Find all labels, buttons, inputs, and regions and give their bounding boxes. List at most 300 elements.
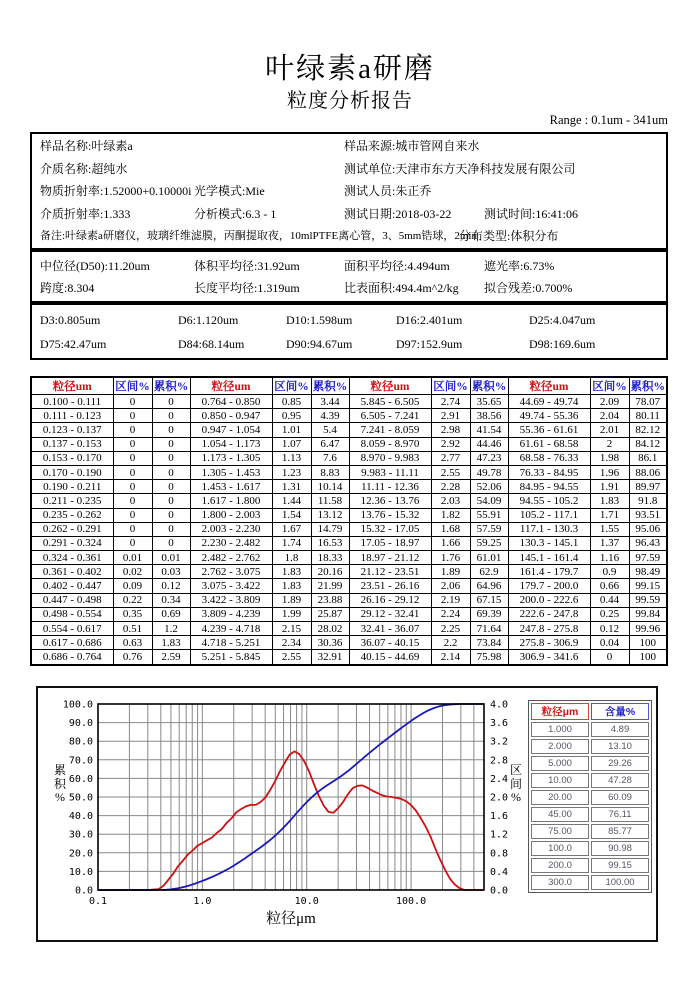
- bin-cumulative: 88.06: [629, 465, 667, 479]
- right-tick-label: 0.0: [490, 885, 509, 897]
- bin-range: 0.100 - 0.111: [31, 395, 113, 409]
- bin-cumulative: 16.53: [311, 536, 349, 550]
- bin-range: 0.190 - 0.211: [31, 480, 113, 494]
- side-table-cell: 99.15: [591, 858, 649, 873]
- bin-cumulative: 0: [152, 437, 190, 451]
- bin-range: 2.003 - 2.230: [190, 522, 272, 536]
- bin-cumulative: 59.25: [470, 536, 508, 550]
- bin-interval: 0.01: [113, 551, 152, 565]
- col-header-interval: 区间%: [590, 377, 629, 395]
- bin-interval: 0.04: [590, 636, 629, 650]
- bin-cumulative: 38.56: [470, 409, 508, 423]
- right-tick-label: 2.0: [490, 792, 509, 804]
- bin-range: 3.809 - 4.239: [190, 607, 272, 621]
- x-tick-label: 0.1: [88, 896, 108, 907]
- dist-table-row: [31, 607, 667, 621]
- bin-interval: 1.83: [272, 565, 311, 579]
- bin-range: 8.970 - 9.983: [349, 451, 431, 465]
- bin-range: 2.482 - 2.762: [190, 551, 272, 565]
- side-table-cell: 76.11: [591, 807, 649, 822]
- dist-table-row: [31, 508, 667, 522]
- bin-range: 94.55 - 105.2: [508, 494, 590, 508]
- bin-interval: 1.67: [272, 522, 311, 536]
- bin-cumulative: 0: [152, 480, 190, 494]
- dist-table-row: [31, 409, 667, 423]
- bin-range: 0.111 - 0.123: [31, 409, 113, 423]
- bin-cumulative: 89.97: [629, 480, 667, 494]
- bin-range: 145.1 - 161.4: [508, 551, 590, 565]
- left-tick-label: 80.0: [68, 736, 93, 748]
- info-box-field: 物质折射率:1.52000+0.10000i: [40, 184, 192, 198]
- bin-interval: 0.76: [113, 650, 152, 665]
- bin-cumulative: 0: [152, 494, 190, 508]
- dist-table-row: [31, 423, 667, 437]
- bin-cumulative: 0: [152, 508, 190, 522]
- bin-interval: 0.85: [272, 395, 311, 409]
- bin-range: 306.9 - 341.6: [508, 650, 590, 665]
- info-box-field: 测试人员:朱正乔: [344, 184, 432, 198]
- left-axis-label: 累 积 %: [53, 763, 66, 804]
- info-box-field: 备注:叶绿素a研磨仪，玻璃纤维滤膜，丙酮提取夜，10mlPTFE离心管，3、5mm锆球，2min: [40, 230, 477, 242]
- dist-table-row: [31, 522, 667, 536]
- side-table-row: [531, 756, 649, 771]
- bin-range: 4.718 - 5.251: [190, 636, 272, 650]
- side-table-cell: 75.00: [531, 824, 589, 839]
- bin-range: 29.12 - 32.41: [349, 607, 431, 621]
- summary-box-field: 拟合残差:0.700%: [484, 281, 573, 295]
- bin-range: 8.059 - 8.970: [349, 437, 431, 451]
- summary-box-field: 比表面积:494.4m^2/kg: [344, 281, 459, 295]
- bin-range: 26.16 - 29.12: [349, 593, 431, 607]
- x-tick-label: 10.0: [294, 896, 319, 907]
- bin-cumulative: 4.39: [311, 409, 349, 423]
- bin-interval: 0.51: [113, 622, 152, 636]
- side-table-row: [531, 875, 649, 890]
- bin-cumulative: 30.36: [311, 636, 349, 650]
- left-tick-label: 30.0: [68, 829, 93, 841]
- bin-range: 17.05 - 18.97: [349, 536, 431, 550]
- right-tick-label: 3.2: [490, 736, 509, 748]
- bin-cumulative: 99.59: [629, 593, 667, 607]
- bin-interval: 0.12: [590, 622, 629, 636]
- bin-cumulative: 54.09: [470, 494, 508, 508]
- bin-cumulative: 10.14: [311, 480, 349, 494]
- bin-interval: 2.98: [431, 423, 470, 437]
- bin-interval: 1.01: [272, 423, 311, 437]
- bin-cumulative: 0.34: [152, 593, 190, 607]
- bin-range: 0.123 - 0.137: [31, 423, 113, 437]
- bin-interval: 1.07: [272, 437, 311, 451]
- x-tick-label: 100.0: [396, 896, 427, 907]
- left-tick-label: 70.0: [68, 755, 93, 767]
- dist-table-row: [31, 536, 667, 550]
- col-header-size: 粒径um: [190, 377, 272, 395]
- bin-range: 4.239 - 4.718: [190, 622, 272, 636]
- dist-table-row: [31, 650, 667, 665]
- bin-interval: 0: [113, 423, 152, 437]
- bin-range: 0.235 - 0.262: [31, 508, 113, 522]
- bin-cumulative: 93.51: [629, 508, 667, 522]
- bin-range: 0.291 - 0.324: [31, 536, 113, 550]
- side-table-row: [531, 858, 649, 873]
- dist-table-row: [31, 465, 667, 479]
- side-header-content: 含量%: [591, 703, 649, 720]
- bin-cumulative: 25.87: [311, 607, 349, 621]
- dist-table-row: [31, 622, 667, 636]
- bin-range: 40.15 - 44.69: [349, 650, 431, 665]
- side-table-cell: 2.000: [531, 739, 589, 754]
- bin-cumulative: 18.33: [311, 551, 349, 565]
- side-header-size: 粒径μm: [531, 703, 589, 720]
- bin-range: 0.447 - 0.498: [31, 593, 113, 607]
- bin-cumulative: 100: [629, 636, 667, 650]
- right-tick-label: 0.8: [490, 848, 509, 860]
- bin-range: 1.173 - 1.305: [190, 451, 272, 465]
- bin-range: 3.075 - 3.422: [190, 579, 272, 593]
- dist-table-row: [31, 395, 667, 409]
- side-table-cell: 60.09: [591, 790, 649, 805]
- bin-cumulative: 1.2: [152, 622, 190, 636]
- distribution-table: [30, 376, 668, 666]
- bin-range: 68.58 - 76.33: [508, 451, 590, 465]
- bin-interval: 1.74: [272, 536, 311, 550]
- bin-interval: 0.22: [113, 593, 152, 607]
- bin-cumulative: 64.96: [470, 579, 508, 593]
- bin-range: 23.51 - 26.16: [349, 579, 431, 593]
- bin-cumulative: 99.84: [629, 607, 667, 621]
- col-header-cumulative: 累积%: [629, 377, 667, 395]
- bin-cumulative: 0: [152, 465, 190, 479]
- summary-box-field: 体积平均径:31.92um: [194, 259, 300, 273]
- dist-table-row: [31, 565, 667, 579]
- side-table-row: [531, 790, 649, 805]
- bin-cumulative: 91.8: [629, 494, 667, 508]
- bin-range: 0.361 - 0.402: [31, 565, 113, 579]
- d-box-field: D84:68.14um: [178, 337, 245, 351]
- side-table-cell: 100.00: [591, 875, 649, 890]
- summary-stats-box: [30, 250, 668, 303]
- info-box-field: 分析模式:6.3 - 1: [194, 206, 277, 221]
- summary-box-field: 跨度:8.304: [40, 281, 95, 295]
- side-table-cell: 47.28: [591, 773, 649, 788]
- bin-cumulative: 21.99: [311, 579, 349, 593]
- bin-cumulative: 0: [152, 423, 190, 437]
- bin-cumulative: 6.47: [311, 437, 349, 451]
- bin-interval: 1.13: [272, 451, 311, 465]
- left-tick-label: 60.0: [68, 773, 93, 785]
- bin-interval: 2.25: [431, 622, 470, 636]
- content-summary-table: [528, 700, 652, 893]
- bin-interval: 2.14: [431, 650, 470, 665]
- bin-interval: 1.23: [272, 465, 311, 479]
- bin-cumulative: 78.07: [629, 395, 667, 409]
- bin-interval: 1.54: [272, 508, 311, 522]
- left-tick-label: 50.0: [68, 792, 93, 804]
- left-tick-label: 100.0: [62, 699, 93, 711]
- bin-range: 2.230 - 2.482: [190, 536, 272, 550]
- bin-interval: 2.55: [431, 465, 470, 479]
- bin-range: 0.262 - 0.291: [31, 522, 113, 536]
- left-tick-label: 0.0: [74, 885, 93, 897]
- info-box-field: 测试单位:天津市东方天净科技发展有限公司: [344, 161, 576, 176]
- side-table-row: [531, 824, 649, 839]
- left-tick-label: 20.0: [68, 848, 93, 860]
- bin-range: 5.845 - 6.505: [349, 395, 431, 409]
- bin-range: 0.137 - 0.153: [31, 437, 113, 451]
- bin-range: 0.554 - 0.617: [31, 622, 113, 636]
- side-table-cell: 29.26: [591, 756, 649, 771]
- col-header-cumulative: 累积%: [311, 377, 349, 395]
- bin-cumulative: 82.12: [629, 423, 667, 437]
- bin-cumulative: 61.01: [470, 551, 508, 565]
- bin-cumulative: 71.64: [470, 622, 508, 636]
- bin-interval: 0: [113, 480, 152, 494]
- bin-interval: 1.91: [590, 480, 629, 494]
- bin-interval: 2.28: [431, 480, 470, 494]
- bin-range: 61.61 - 68.58: [508, 437, 590, 451]
- side-table-row: [531, 773, 649, 788]
- bin-range: 44.69 - 49.74: [508, 395, 590, 409]
- bin-cumulative: 44.46: [470, 437, 508, 451]
- col-header-interval: 区间%: [431, 377, 470, 395]
- bin-interval: 0: [113, 536, 152, 550]
- d-box-field: D3:0.805um: [40, 313, 101, 327]
- bin-cumulative: 35.65: [470, 395, 508, 409]
- range-label: Range : 0.1um - 341um: [549, 113, 668, 127]
- right-tick-label: 4.0: [490, 699, 509, 711]
- left-tick-label: 10.0: [68, 866, 93, 878]
- bin-range: 0.947 - 1.054: [190, 423, 272, 437]
- right-tick-label: 3.6: [490, 718, 509, 730]
- bin-range: 76.33 - 84.95: [508, 465, 590, 479]
- bin-range: 2.762 - 3.075: [190, 565, 272, 579]
- bin-interval: 2: [590, 437, 629, 451]
- bin-range: 161.4 - 179.7: [508, 565, 590, 579]
- bin-cumulative: 52.06: [470, 480, 508, 494]
- bin-interval: 2.03: [431, 494, 470, 508]
- bin-cumulative: 0.01: [152, 551, 190, 565]
- bin-interval: 0.09: [113, 579, 152, 593]
- bin-range: 55.36 - 61.61: [508, 423, 590, 437]
- bin-interval: 0: [113, 508, 152, 522]
- bin-cumulative: 57.59: [470, 522, 508, 536]
- bin-interval: 2.01: [590, 423, 629, 437]
- bin-interval: 0: [113, 395, 152, 409]
- bin-cumulative: 0.03: [152, 565, 190, 579]
- side-table-row: [531, 841, 649, 856]
- info-box-field: 介质名称:超纯水: [40, 161, 128, 176]
- side-table-cell: 10.00: [531, 773, 589, 788]
- bin-interval: 1.31: [272, 480, 311, 494]
- bin-range: 12.36 - 13.76: [349, 494, 431, 508]
- bin-interval: 0.44: [590, 593, 629, 607]
- bin-range: 247.8 - 275.8: [508, 622, 590, 636]
- bin-interval: 0.35: [113, 607, 152, 621]
- bin-cumulative: 0: [152, 409, 190, 423]
- info-box-field: 测试日期:2018-03-22: [344, 206, 452, 221]
- bin-interval: 0: [113, 451, 152, 465]
- bin-interval: 2.15: [272, 622, 311, 636]
- report-subtitle: 粒度分析报告: [287, 90, 413, 112]
- bin-range: 18.97 - 21.12: [349, 551, 431, 565]
- bin-cumulative: 75.98: [470, 650, 508, 665]
- bin-interval: 0: [590, 650, 629, 665]
- bin-range: 0.153 - 0.170: [31, 451, 113, 465]
- bin-interval: 1.71: [590, 508, 629, 522]
- bin-interval: 1.82: [431, 508, 470, 522]
- bin-interval: 0: [113, 494, 152, 508]
- info-box-field: 介质折射率:1.333: [40, 206, 131, 221]
- d-box-field: D6:1.120um: [178, 313, 239, 327]
- bin-range: 0.211 - 0.235: [31, 494, 113, 508]
- info-box-field: 分布类型:体积分布: [459, 229, 559, 243]
- bin-range: 0.402 - 0.447: [31, 579, 113, 593]
- dist-table-row: [31, 636, 667, 650]
- bin-range: 200.0 - 222.6: [508, 593, 590, 607]
- bin-cumulative: 73.84: [470, 636, 508, 650]
- bin-interval: 1.76: [431, 551, 470, 565]
- side-table-cell: 300.0: [531, 875, 589, 890]
- bin-interval: 2.2: [431, 636, 470, 650]
- bin-interval: 1.44: [272, 494, 311, 508]
- d-box-field: D97:152.9um: [396, 337, 463, 351]
- bin-range: 222.6 - 247.8: [508, 607, 590, 621]
- d-box-field: D16:2.401um: [396, 313, 463, 327]
- bin-range: 130.3 - 145.1: [508, 536, 590, 550]
- bin-cumulative: 95.06: [629, 522, 667, 536]
- chart-panel: [36, 686, 658, 942]
- bin-range: 15.32 - 17.05: [349, 522, 431, 536]
- d-box-field: D10:1.598um: [286, 313, 353, 327]
- bin-range: 0.324 - 0.361: [31, 551, 113, 565]
- bin-interval: 2.04: [590, 409, 629, 423]
- info-box-field: 样品来源:城市管网自来水: [344, 139, 480, 153]
- bin-interval: 0.25: [590, 607, 629, 621]
- bin-range: 32.41 - 36.07: [349, 622, 431, 636]
- x-tick-label: 1.0: [193, 896, 212, 907]
- bin-range: 1.054 - 1.173: [190, 437, 272, 451]
- bin-cumulative: 99.96: [629, 622, 667, 636]
- bin-cumulative: 0: [152, 536, 190, 550]
- side-table-cell: 200.0: [531, 858, 589, 873]
- bin-cumulative: 5.4: [311, 423, 349, 437]
- bin-interval: 2.74: [431, 395, 470, 409]
- col-header-size: 粒径um: [31, 377, 113, 395]
- dist-table-row: [31, 494, 667, 508]
- bin-cumulative: 100: [629, 650, 667, 665]
- left-tick-label: 40.0: [68, 811, 93, 823]
- bin-interval: 0: [113, 437, 152, 451]
- right-tick-label: 1.2: [490, 829, 509, 841]
- bin-cumulative: 55.91: [470, 508, 508, 522]
- bin-cumulative: 23.88: [311, 593, 349, 607]
- bin-cumulative: 28.02: [311, 622, 349, 636]
- bin-cumulative: 80.11: [629, 409, 667, 423]
- bin-cumulative: 3.44: [311, 395, 349, 409]
- bin-range: 0.498 - 0.554: [31, 607, 113, 621]
- bin-cumulative: 2.59: [152, 650, 190, 665]
- bin-cumulative: 1.83: [152, 636, 190, 650]
- bin-range: 179.7 - 200.0: [508, 579, 590, 593]
- side-table-cell: 45.00: [531, 807, 589, 822]
- col-header-cumulative: 累积%: [152, 377, 190, 395]
- bin-range: 21.12 - 23.51: [349, 565, 431, 579]
- bin-cumulative: 86.1: [629, 451, 667, 465]
- side-table-row: [531, 722, 649, 737]
- bin-cumulative: 96.43: [629, 536, 667, 550]
- right-tick-label: 2.8: [490, 755, 509, 767]
- bin-interval: 1.16: [590, 551, 629, 565]
- d-box-field: D98:169.6um: [529, 337, 596, 351]
- dist-table-row: [31, 451, 667, 465]
- info-box-field: 样品名称:叶绿素a: [40, 139, 133, 153]
- side-table-row: [531, 807, 649, 822]
- bin-interval: 0.9: [590, 565, 629, 579]
- side-table-cell: 1.000: [531, 722, 589, 737]
- bin-interval: 1.68: [431, 522, 470, 536]
- bin-interval: 0.95: [272, 409, 311, 423]
- d-box-field: D90:94.67um: [286, 337, 353, 351]
- bin-cumulative: 47.23: [470, 451, 508, 465]
- bin-interval: 1.98: [590, 451, 629, 465]
- x-axis-title: 粒径μm: [266, 911, 316, 927]
- summary-box-field: 遮光率:6.73%: [484, 259, 555, 273]
- bin-interval: 0.02: [113, 565, 152, 579]
- side-table-cell: 85.77: [591, 824, 649, 839]
- bin-interval: 2.34: [272, 636, 311, 650]
- bin-interval: 0.63: [113, 636, 152, 650]
- d-box-field: D25:4.047um: [529, 313, 596, 327]
- bin-interval: 1.55: [590, 522, 629, 536]
- bin-range: 1.305 - 1.453: [190, 465, 272, 479]
- dist-table-row: [31, 551, 667, 565]
- bin-interval: 1.66: [431, 536, 470, 550]
- bin-range: 1.800 - 2.003: [190, 508, 272, 522]
- bin-range: 13.76 - 15.32: [349, 508, 431, 522]
- bin-cumulative: 49.78: [470, 465, 508, 479]
- bin-range: 275.8 - 306.9: [508, 636, 590, 650]
- bin-cumulative: 67.15: [470, 593, 508, 607]
- bin-cumulative: 69.39: [470, 607, 508, 621]
- bin-range: 11.11 - 12.36: [349, 480, 431, 494]
- bin-cumulative: 32.91: [311, 650, 349, 665]
- col-header-interval: 区间%: [272, 377, 311, 395]
- bin-cumulative: 99.15: [629, 579, 667, 593]
- summary-box-field: 面积平均径:4.494um: [344, 259, 450, 273]
- bin-interval: 1.89: [272, 593, 311, 607]
- side-table-row: [531, 739, 649, 754]
- bin-cumulative: 97.59: [629, 551, 667, 565]
- bin-range: 0.850 - 0.947: [190, 409, 272, 423]
- bin-range: 7.241 - 8.059: [349, 423, 431, 437]
- right-tick-label: 1.6: [490, 811, 509, 823]
- bin-range: 1.617 - 1.800: [190, 494, 272, 508]
- bin-range: 0.686 - 0.764: [31, 650, 113, 665]
- bin-cumulative: 41.54: [470, 423, 508, 437]
- bin-interval: 2.55: [272, 650, 311, 665]
- dist-table-row: [31, 480, 667, 494]
- info-box-field: 测试时间:16:41:06: [484, 206, 579, 221]
- bin-range: 117.1 - 130.3: [508, 522, 590, 536]
- side-table-cell: 5.000: [531, 756, 589, 771]
- bin-cumulative: 14.79: [311, 522, 349, 536]
- sample-info-box: [30, 132, 668, 250]
- bin-cumulative: 13.12: [311, 508, 349, 522]
- d-box-field: D75:42.47um: [40, 337, 107, 351]
- bin-cumulative: 0.69: [152, 607, 190, 621]
- report-title: 叶绿素a研磨: [265, 53, 435, 85]
- bin-interval: 2.92: [431, 437, 470, 451]
